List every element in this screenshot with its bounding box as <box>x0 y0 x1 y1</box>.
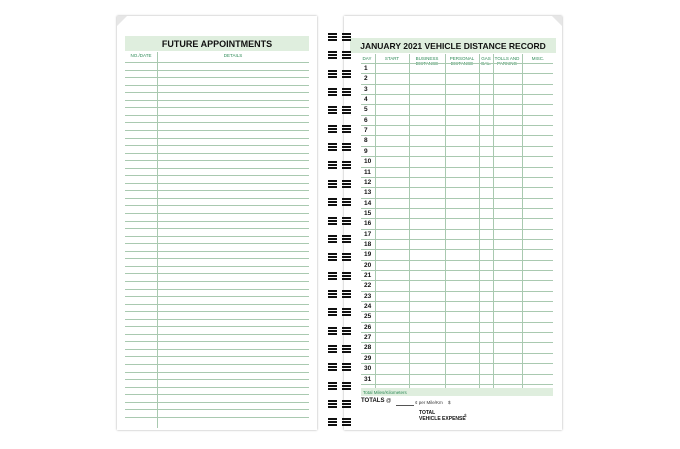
day-number: 2 <box>364 75 368 83</box>
appointment-rule-line <box>125 326 309 327</box>
appointment-rule-line <box>125 107 309 108</box>
appointment-rule-line <box>125 273 309 274</box>
spiral-ring-icon <box>327 418 353 426</box>
appointment-rule-line <box>125 304 309 305</box>
day-number: 17 <box>364 230 372 238</box>
spiral-ring-icon <box>327 327 353 335</box>
spiral-ring-icon <box>327 382 353 390</box>
column-divider <box>445 54 446 394</box>
day-number: 5 <box>364 106 368 114</box>
day-rule-line <box>361 260 553 261</box>
ring-right-icon <box>342 33 351 41</box>
appointment-rule-line <box>125 145 309 146</box>
spiral-ring-icon <box>327 400 353 408</box>
appointment-rule-line <box>125 85 309 86</box>
day-number: 15 <box>364 209 372 217</box>
column-header-business-distance: BUSINESS DISTANCE <box>415 56 439 66</box>
ring-right-icon <box>342 217 351 225</box>
page-title: JANUARY 2021 VEHICLE DISTANCE RECORD <box>360 41 546 51</box>
day-number: 28 <box>364 344 372 352</box>
day-rule-line <box>361 167 553 168</box>
totals-dollar-sign: $ <box>448 400 451 405</box>
expense-dollar-sign: $ <box>464 413 467 418</box>
appointment-rule-line <box>125 183 309 184</box>
ring-left-icon <box>328 345 337 353</box>
ring-left-icon <box>328 272 337 280</box>
corner-cut-icon <box>550 16 562 28</box>
page-title: FUTURE APPOINTMENTS <box>161 39 273 49</box>
appointment-rule-line <box>125 334 309 335</box>
ring-right-icon <box>342 180 351 188</box>
day-number: 30 <box>364 365 372 373</box>
day-number: 23 <box>364 292 372 300</box>
ring-right-icon <box>342 70 351 78</box>
day-number: 16 <box>364 220 372 228</box>
column-header-personal-distance: PERSONAL DISTANCE <box>449 56 475 66</box>
spiral-ring-icon <box>327 161 353 169</box>
day-rule-line <box>361 322 553 323</box>
spiral-ring-icon <box>327 198 353 206</box>
day-rule-line <box>361 218 553 219</box>
ring-left-icon <box>328 125 337 133</box>
appointment-rule-line <box>125 205 309 206</box>
ring-right-icon <box>342 308 351 316</box>
day-rule-line <box>361 280 553 281</box>
appointment-rule-line <box>125 228 309 229</box>
day-rule-line <box>361 135 553 136</box>
column-divider <box>479 54 480 394</box>
day-number: 11 <box>364 168 371 176</box>
appointment-rule-line <box>125 213 309 214</box>
day-number: 3 <box>364 85 368 93</box>
appointment-rule-line <box>125 70 309 71</box>
rate-blank-line <box>396 405 414 406</box>
day-number: 13 <box>364 189 372 197</box>
ring-right-icon <box>342 235 351 243</box>
ring-right-icon <box>342 88 351 96</box>
ring-left-icon <box>328 106 337 114</box>
left-planner-page <box>117 16 317 430</box>
day-number: 24 <box>364 303 372 311</box>
day-rule-line <box>361 374 553 375</box>
day-number: 18 <box>364 240 372 248</box>
appointment-rule-line <box>125 221 309 222</box>
column-divider <box>493 54 494 394</box>
day-rule-line <box>361 156 553 157</box>
appointment-rule-line <box>125 409 309 410</box>
day-number: 7 <box>364 127 368 135</box>
day-number: 9 <box>364 147 368 155</box>
appointment-rule-line <box>125 379 309 380</box>
spiral-ring-icon <box>327 290 353 298</box>
spiral-ring-icon <box>327 33 353 41</box>
day-rule-line <box>361 229 553 230</box>
day-rule-line <box>361 208 553 209</box>
spiral-ring-icon <box>327 217 353 225</box>
column-header-tolls-parking: TOLLS AND PARKING <box>494 56 520 66</box>
day-number: 25 <box>364 313 372 321</box>
day-rule-line <box>361 332 553 333</box>
total-expense-line1: TOTAL <box>419 410 436 416</box>
appointment-rule-line <box>125 77 309 78</box>
day-number: 21 <box>364 272 372 279</box>
appointment-rule-line <box>125 190 309 191</box>
day-number: 27 <box>364 334 372 342</box>
spiral-ring-icon <box>327 106 353 114</box>
day-rule-line <box>361 125 553 126</box>
appointment-rule-line <box>125 266 309 267</box>
appointment-rule-line <box>125 122 309 123</box>
appointment-rule-line <box>125 349 309 350</box>
corner-cut-icon <box>117 16 129 28</box>
column-header-start: START <box>384 56 400 61</box>
day-number: 4 <box>364 96 368 104</box>
totals-at-sign: @ <box>386 398 392 404</box>
day-rule-line <box>361 73 553 74</box>
day-rule-line <box>361 146 553 147</box>
appointment-rule-line <box>125 198 309 199</box>
appointment-rule-line <box>125 364 309 365</box>
appointment-rule-line <box>125 62 309 63</box>
appointment-rule-line <box>125 236 309 237</box>
ring-right-icon <box>342 198 351 206</box>
ring-right-icon <box>342 106 351 114</box>
per-mile-label: ¢ per Mile/Km <box>415 400 443 405</box>
column-header-gas: GAS GAL. <box>480 56 492 66</box>
appointment-rule-line <box>125 168 309 169</box>
ring-left-icon <box>328 70 337 78</box>
ring-right-icon <box>342 400 351 408</box>
ring-right-icon <box>342 125 351 133</box>
ring-left-icon <box>328 235 337 243</box>
ring-right-icon <box>342 161 351 169</box>
ring-left-icon <box>328 88 337 96</box>
day-rule-line <box>361 301 553 302</box>
appointment-rule-line <box>125 394 309 395</box>
appointment-rule-line <box>125 281 309 282</box>
ring-right-icon <box>342 290 351 298</box>
day-rule-line <box>361 63 553 64</box>
appointment-rule-line <box>125 311 309 312</box>
total-expense-line2: VEHICLE EXPENSE <box>419 416 466 422</box>
ring-right-icon <box>342 253 351 261</box>
ring-left-icon <box>328 363 337 371</box>
appointment-rule-line <box>125 251 309 252</box>
day-rule-line <box>361 384 553 385</box>
totals-label <box>361 398 391 404</box>
ring-left-icon <box>328 382 337 390</box>
day-number: 1 <box>364 65 368 72</box>
day-number: 22 <box>364 282 372 290</box>
spiral-ring-icon <box>327 51 353 59</box>
ring-left-icon <box>328 253 337 261</box>
spiral-ring-icon <box>327 345 353 353</box>
spiral-ring-icon <box>327 125 353 133</box>
appointment-rule-line <box>125 258 309 259</box>
day-rule-line <box>361 249 553 250</box>
column-header-details: DETAILS <box>223 53 243 58</box>
ring-right-icon <box>342 382 351 390</box>
ring-right-icon <box>342 272 351 280</box>
day-rule-line <box>361 342 553 343</box>
right-planner-page <box>344 16 562 430</box>
appointment-rule-line <box>125 417 309 418</box>
day-number: 14 <box>364 199 372 207</box>
spiral-ring-icon <box>327 180 353 188</box>
day-rule-line <box>361 239 553 240</box>
appointment-rule-line <box>125 160 309 161</box>
ring-left-icon <box>328 327 337 335</box>
column-header-day: DAY <box>362 56 372 61</box>
appointment-rule-line <box>125 387 309 388</box>
column-divider <box>409 54 410 394</box>
ring-right-icon <box>342 418 351 426</box>
day-number: 26 <box>364 323 372 331</box>
column-divider <box>375 54 376 394</box>
spiral-ring-icon <box>327 363 353 371</box>
day-rule-line <box>361 198 553 199</box>
ring-right-icon <box>342 51 351 59</box>
day-rule-line <box>361 270 553 271</box>
day-rule-line <box>361 291 553 292</box>
day-rule-line <box>361 187 553 188</box>
day-rule-line <box>361 104 553 105</box>
ring-left-icon <box>328 418 337 426</box>
day-rule-line <box>361 84 553 85</box>
spiral-ring-icon <box>327 308 353 316</box>
appointment-rule-line <box>125 115 309 116</box>
appointment-rule-line <box>125 341 309 342</box>
day-rule-line <box>361 115 553 116</box>
day-rule-line <box>361 94 553 95</box>
appointment-rule-line <box>125 130 309 131</box>
totals-text: TOTALS <box>361 398 385 404</box>
appointment-rule-line <box>125 372 309 373</box>
day-number: 12 <box>364 178 372 186</box>
spiral-ring-icon <box>327 272 353 280</box>
day-number: 20 <box>364 261 372 269</box>
spiral-ring-icon <box>327 143 353 151</box>
ring-left-icon <box>328 198 337 206</box>
spiral-ring-icon <box>327 253 353 261</box>
day-number: 6 <box>364 116 368 124</box>
appointment-rule-line <box>125 175 309 176</box>
day-rule-line <box>361 363 553 364</box>
ring-right-icon <box>342 143 351 151</box>
appointment-rule-line <box>125 356 309 357</box>
ring-left-icon <box>328 33 337 41</box>
column-header-date: NO./DATE <box>130 53 152 58</box>
ring-left-icon <box>328 51 337 59</box>
total-miles-label: Total Miles/Kilometers <box>363 389 407 395</box>
column-header-misc: MISC. <box>531 56 545 61</box>
ring-left-icon <box>328 400 337 408</box>
column-divider <box>522 54 523 394</box>
date-column-divider <box>157 52 158 428</box>
ring-right-icon <box>342 363 351 371</box>
spiral-ring-icon <box>327 235 353 243</box>
ring-left-icon <box>328 143 337 151</box>
appointment-rule-line <box>125 296 309 297</box>
spiral-ring-icon <box>327 70 353 78</box>
appointment-rule-line <box>125 319 309 320</box>
appointment-rule-line <box>125 289 309 290</box>
appointment-rule-line <box>125 243 309 244</box>
ring-left-icon <box>328 308 337 316</box>
ring-right-icon <box>342 327 351 335</box>
ring-left-icon <box>328 161 337 169</box>
day-rule-line <box>361 177 553 178</box>
appointment-rule-line <box>125 100 309 101</box>
day-number: 31 <box>364 375 372 383</box>
ring-left-icon <box>328 180 337 188</box>
day-number: 19 <box>364 251 372 259</box>
ring-right-icon <box>342 345 351 353</box>
day-number: 8 <box>364 137 368 145</box>
day-rule-line <box>361 311 553 312</box>
appointment-rule-line <box>125 138 309 139</box>
appointment-rule-line <box>125 92 309 93</box>
appointment-rule-line <box>125 153 309 154</box>
day-number: 10 <box>364 158 372 166</box>
day-rule-line <box>361 353 553 354</box>
ring-left-icon <box>328 290 337 298</box>
ring-left-icon <box>328 217 337 225</box>
day-number: 29 <box>364 354 372 362</box>
appointment-rule-line <box>125 402 309 403</box>
spiral-ring-icon <box>327 88 353 96</box>
